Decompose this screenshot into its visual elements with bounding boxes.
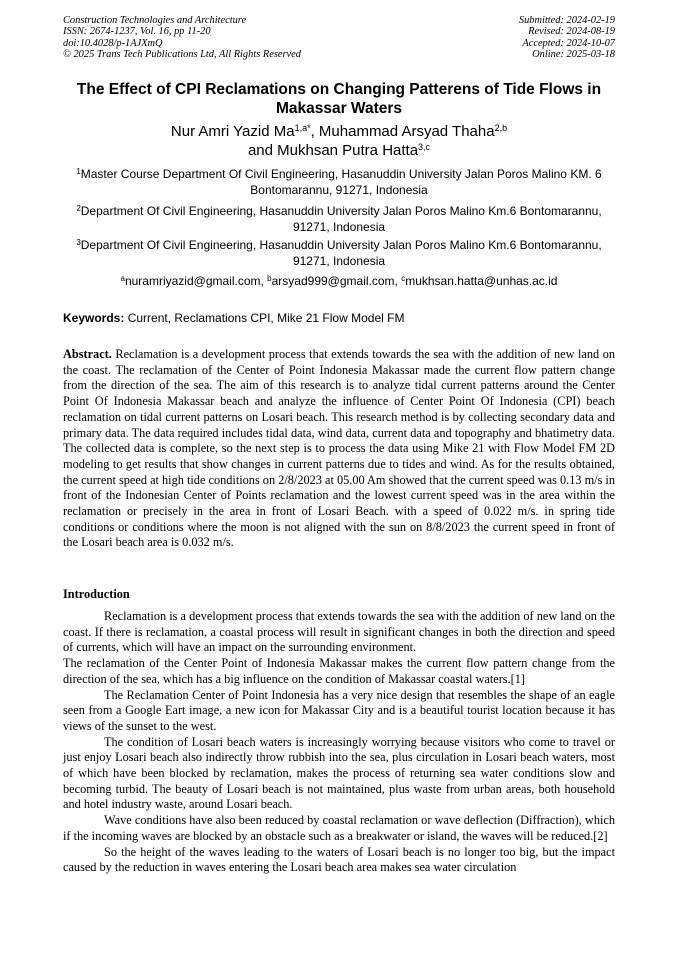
introduction-body xyxy=(63,609,615,876)
keywords-label: Keywords: xyxy=(63,311,125,325)
publication-dates xyxy=(519,15,615,61)
abstract xyxy=(63,347,615,551)
affiliation-1-text: Master Course Department Of Civil Engineering, Hasanuddin University Jalan Poros Malino KM. 6 Bontomarannu, 91271, Indonesia xyxy=(80,167,602,197)
author-and: and xyxy=(247,141,278,159)
author-3: Mukhsan Putra Hatta xyxy=(277,141,419,159)
email-c-sup: c xyxy=(401,274,406,283)
affiliation-1 xyxy=(63,167,615,198)
journal-name: Construction Technologies and Architecture xyxy=(63,15,247,26)
paper-title: The Effect of CPI Reclamations on Changing Patterens of Tide Flows in Makassar Waters xyxy=(76,81,602,117)
intro-paragraph-3: The Reclamation Center of Point Indonesia has a very nice design that resembles the shape of an eagle seen from a Google Eart image, a new icon for Makassar City and is a beautiful tourist location because it has views of the sunset to the west. xyxy=(63,687,615,733)
abstract-label: Abstract. xyxy=(63,347,112,361)
keywords-text: Current, Reclamations CPI, Mike 21 Flow Model FM xyxy=(124,311,405,325)
author-list xyxy=(63,123,615,160)
intro-paragraph-1: Reclamation is a development process that extends towards the sea with the addition of new land on the coast. If there is reclamation, a coastal process will result in significant changes in both the direction and speed of currents, which will have an impact on the surrounding environment. xyxy=(63,609,615,655)
abstract-text: Reclamation is a development process that extends towards the sea with the addition of new land on the coast. The reclamation of the Center of Point Indonesia Makassar made the current flow pattern change from the direction of the sea. The aim of this research is to analyze tidal current patterns around the Center Point Of Indonesia Makassar beach and analyze the influence of Center Point Of Indonesia (CPI) beach reclamation on tidal current patterns on Losari beach. This research method is by collecting secondary data and primary data. The data required includes tidal data, wind data, current data and topography and bhatimetry data. The collected data is complete, so the next step is to process the data using Mike 21 with Flow Model FM 2D modeling to get results that show changes in current patterns due to tides and wind. As for the results obtained, the current speed at high tide conditions on 2/8/2023 at 05.00 Am showed that the current speed was 0.13 m/s in front of the Indonesian Center of Points reclamation and the lowest current speed was in the area within the reclamation or precisely in the area in front of Losari Beach. with a speed of 0.022 m/s. in spring tide conditions or conditions where the moon is not aligned with the sun on 8/8/2023 the current speed in front of the Losari beach area is 0.032 m/s. xyxy=(63,347,615,550)
author-separator: , xyxy=(310,123,319,140)
date-submitted: Submitted: 2024-02-19 xyxy=(518,15,615,26)
copyright: © 2025 Trans Tech Publications Ltd, All Rights Reserved xyxy=(63,49,301,61)
affiliation-2-text: Department Of Civil Engineering, Hasanuddin University Jalan Poros Malino Km.6 Bontomarannu, 91271, Indonesia xyxy=(80,204,602,234)
doi: doi:10.4028/p-1AJXmQ xyxy=(63,37,163,49)
issn-volume: ISSN: 2674-1237, Vol. 16, pp 11-20 xyxy=(63,26,211,38)
introduction-heading: Introduction xyxy=(63,587,130,601)
author-3-sup: 3,c xyxy=(418,141,431,152)
affiliation-3-sup: 3 xyxy=(76,238,81,247)
affiliation-3 xyxy=(63,238,615,269)
email-c[interactable]: mukhsan.hatta@unhas.ac.id xyxy=(405,274,558,288)
affiliation-3-text: Department Of Civil Engineering, Hasanuddin University Jalan Poros Malino Km.6 Bontomarannu, 91271, Indonesia xyxy=(80,238,602,268)
author-1-sup: 1,a* xyxy=(294,123,311,133)
date-accepted: Accepted: 2024-10-07 xyxy=(522,37,615,49)
keywords xyxy=(63,311,615,325)
email-list xyxy=(63,274,615,288)
intro-paragraph-4: The condition of Losari beach waters is increasingly worrying because visitors who come to travel or just enjoy Losari beach also indirectly throw rubbish into the sea, plus circulation in Losari beach waters, most of which have been blocked by reclamation, makes the process of returning sea water conditions slow and becoming turbid. The beauty of Losari beach is not maintained, plus waste from urban areas, both household and hotel industry waste, around Losari beach. xyxy=(63,734,615,812)
email-a-sup: a xyxy=(120,274,125,283)
affiliation-1-sup: 1 xyxy=(76,167,81,176)
date-online: Online: 2025-03-18 xyxy=(532,49,615,61)
email-b-sup: b xyxy=(267,274,272,283)
email-b[interactable]: arsyad999@gmail.com, xyxy=(271,274,402,288)
intro-paragraph-6: So the height of the waves leading to the waters of Losari beach is no longer too big, but the impact caused by the reduction in waves entering the Losari beach area makes sea water circulation xyxy=(63,844,615,875)
affiliation-2-sup: 2 xyxy=(76,204,81,213)
author-2-sup: 2,b xyxy=(494,123,508,133)
journal-info xyxy=(63,15,301,61)
intro-paragraph-2: The reclamation of the Center Point of Indonesia Makassar makes the current flow pattern change from the direction of the sea, which has a big influence on the condition of Makassar coastal waters.[1] xyxy=(63,656,615,686)
author-1: Nur Amri Yazid Ma xyxy=(170,123,295,140)
email-a[interactable]: nuramriyazid@gmail.com, xyxy=(124,274,268,288)
date-revised: Revised: 2024-08-19 xyxy=(528,26,615,38)
affiliation-2 xyxy=(63,204,615,235)
author-2: Muhammad Arsyad Thaha xyxy=(318,123,495,140)
intro-paragraph-5: Wave conditions have also been reduced by coastal reclamation or wave deflection (Diffraction), which if the incoming waves are blocked by an obstacle such as a breakwater or island, the waves will be reduced.[2] xyxy=(63,813,615,843)
